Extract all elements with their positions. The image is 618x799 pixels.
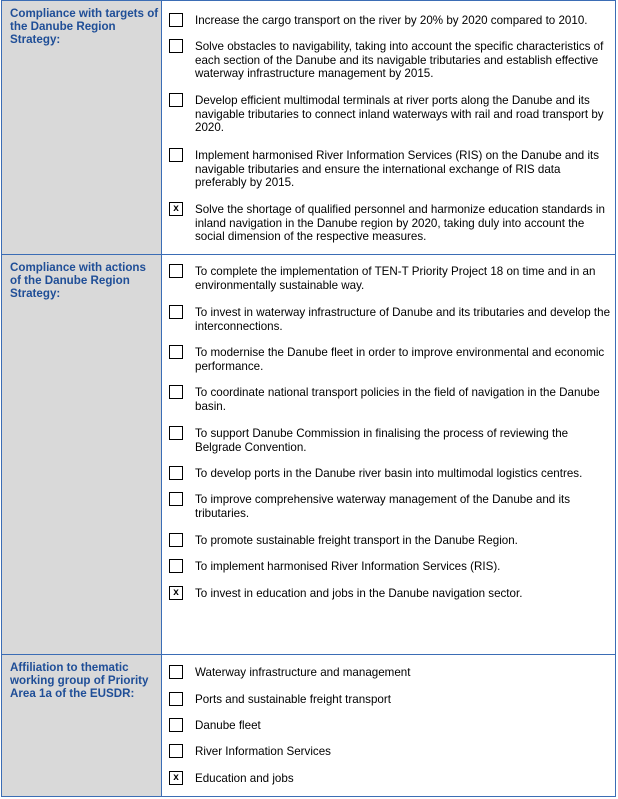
option-checkbox[interactable]: x	[169, 586, 183, 600]
option-label: Solve the shortage of qualified personnel and harmonize education standards in inland navigation in the Danube region by 2020, taking duly into account the social dimension of the respective measures.	[195, 203, 605, 243]
section-header	[1, 654, 162, 797]
option-checkbox[interactable]	[169, 148, 183, 162]
option-label: Danube fleet	[195, 719, 261, 732]
section-options	[161, 254, 616, 655]
option-checkbox[interactable]	[169, 559, 183, 573]
option-label: To develop ports in the Danube river basin into multimodal logistics centres.	[195, 467, 583, 480]
section-label: Compliance with targets of the Danube Region Strategy:	[10, 7, 159, 46]
option-label: To modernise the Danube fleet in order to improve environmental and economic performance.	[195, 346, 605, 373]
option-checkbox[interactable]: x	[169, 202, 183, 216]
option-label: Solve obstacles to navigability, taking into account the specific characteristics of each section of the Danube and its navigable tributaries and establish effective waterway infrastructure management by 2015.	[195, 40, 604, 80]
option-label: Waterway infrastructure and management	[195, 666, 411, 679]
option-checkbox[interactable]	[169, 718, 183, 732]
option-label: Ports and sustainable freight transport	[195, 693, 391, 706]
option-label: To invest in waterway infrastructure of Danube and its tributaries and develop the interconnections.	[195, 306, 611, 333]
option-checkbox[interactable]	[169, 692, 183, 706]
option-label: To promote sustainable freight transport in the Danube Region.	[195, 534, 518, 547]
option-checkbox[interactable]	[169, 385, 183, 399]
option-checkbox[interactable]	[169, 13, 183, 27]
section-options	[161, 0, 616, 255]
option-checkbox[interactable]	[169, 492, 183, 506]
option-label: To complete the implementation of TEN-T Priority Project 18 on time and in an environmentally sustainable way.	[195, 265, 596, 292]
section-actions	[1, 254, 616, 655]
option-label: Education and jobs	[195, 772, 294, 785]
option-checkbox[interactable]	[169, 533, 183, 547]
option-checkbox[interactable]	[169, 264, 183, 278]
option-checkbox[interactable]	[169, 665, 183, 679]
option-label: Implement harmonised River Information Services (RIS) on the Danube and its navigable tributaries and ensure the international exchange of RIS data preferably by 2015.	[195, 149, 600, 189]
section-label: Compliance with actions of the Danube Region Strategy:	[10, 261, 146, 300]
option-checkbox[interactable]	[169, 426, 183, 440]
compliance-form	[1, 0, 616, 797]
option-checkbox[interactable]	[169, 744, 183, 758]
option-label: Develop efficient multimodal terminals at river ports along the Danube and its navigable tributaries to connect inland waterways with rail and road transport by 2020.	[195, 94, 604, 134]
option-label: River Information Services	[195, 745, 331, 758]
option-checkbox[interactable]	[169, 93, 183, 107]
option-label: Increase the cargo transport on the river by 20% by 2020 compared to 2010.	[195, 14, 588, 27]
section-header	[1, 0, 162, 255]
option-label: To improve comprehensive waterway management of the Danube and its tributaries.	[195, 493, 571, 520]
option-label: To coordinate national transport policies in the field of navigation in the Danube basin.	[195, 386, 600, 413]
section-options	[161, 654, 616, 797]
option-checkbox[interactable]	[169, 466, 183, 480]
option-label: To implement harmonised River Information Services (RIS).	[195, 560, 501, 573]
option-label: To invest in education and jobs in the Danube navigation sector.	[195, 587, 523, 600]
section-label: Affiliation to thematic working group of Priority Area 1a of the EUSDR:	[10, 661, 149, 700]
option-checkbox[interactable]	[169, 305, 183, 319]
option-checkbox[interactable]	[169, 345, 183, 359]
option-checkbox[interactable]	[169, 39, 183, 53]
section-targets	[1, 0, 616, 255]
option-label: To support Danube Commission in finalising the process of reviewing the Belgrade Convention.	[195, 427, 569, 454]
option-checkbox[interactable]: x	[169, 771, 183, 785]
section-working-group	[1, 654, 616, 797]
section-header	[1, 254, 162, 655]
